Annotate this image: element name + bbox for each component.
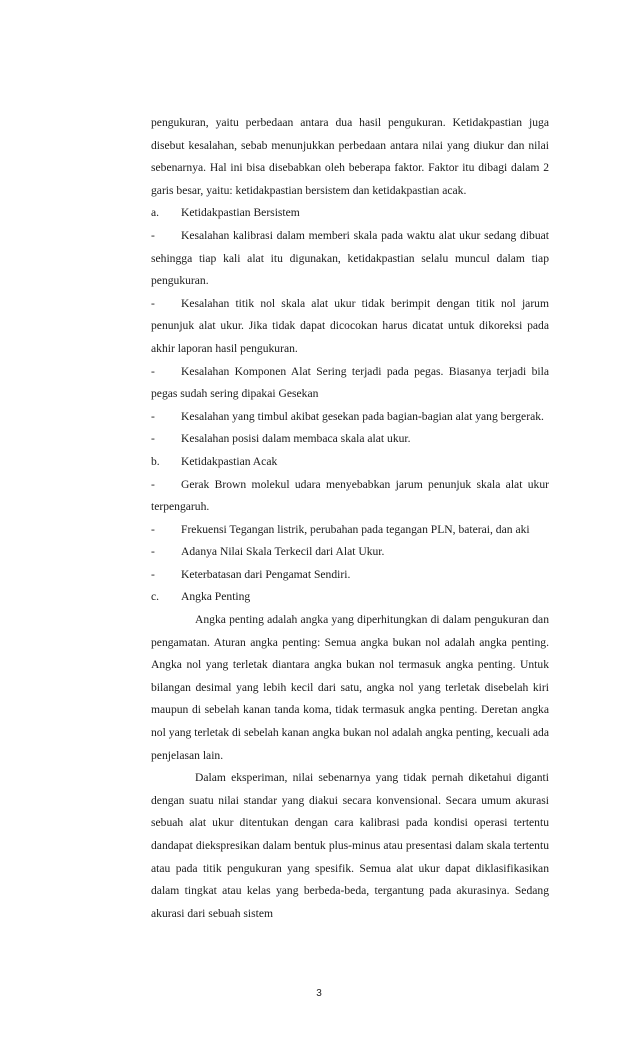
bullet-dash: - — [151, 296, 155, 310]
list-item-text: Keterbatasan dari Pengamat Sendiri. — [181, 567, 351, 581]
section-c-mark: c. — [151, 590, 160, 604]
bullet-dash: - — [151, 228, 155, 242]
bullet-dash: - — [151, 432, 155, 446]
bullet-dash: - — [151, 409, 155, 423]
section-a-mark: a. — [151, 206, 160, 220]
section-c-paragraph-2: Dalam eksperiman, nilai sebenarnya yang tidak pernah diketahui diganti dengan suatu nilai standar yang diakui secara konvensional. Secara umum akurasi sebuah alat ukur ditentukan dengan cara kalibrasi pada kondisi operasi tertentu dandapat diekspresikan dalam bentuk plus-minus atau presentasi dalam skala tertentu atau pada titik pengukuran yang spesifik. Semua alat ukur dapat diklasifikasikan dalam tingkat atau kelas yang berbeda-beda, tergantung pada akurasinya. Sedang akurasi dari sebuah sistem — [151, 771, 549, 920]
section-b-title: Ketidakpastian Acak — [181, 454, 278, 468]
list-item-text: Kesalahan yang timbul akibat gesekan pada bagian-bagian alat yang bergerak. — [181, 409, 544, 423]
bullet-dash: - — [151, 477, 155, 491]
list-item — [151, 428, 549, 451]
list-item — [151, 361, 549, 406]
list-item — [151, 225, 549, 293]
intro-paragraph: pengukuran, yaitu perbedaan antara dua hasil pengukuran. Ketidakpastian juga disebut kesalahan, sebab menunjukkan perbedaan antara nilai yang diukur dan nilai sebenarnya. Hal ini bisa disebabkan oleh beberapa faktor. Faktor itu dibagi dalam 2 garis besar, yaitu: ketidakpastian bersistem dan ketidakpastian acak. — [151, 116, 549, 197]
list-item-text: Gerak Brown molekul udara menyebabkan jarum penunjuk skala alat ukur terpengaruh. — [151, 477, 549, 514]
list-item-text: Kesalahan posisi dalam membaca skala alat ukur. — [181, 432, 411, 446]
bullet-dash: - — [151, 522, 155, 536]
list-item — [151, 564, 549, 587]
list-item-text: Kesalahan titik nol skala alat ukur tidak berimpit dengan titik nol jarum penunjuk alat ukur. Jika tidak dapat dicocokan harus dicatat untuk dikoreksi pada akhir laporan hasil pengukuran. — [151, 296, 549, 355]
list-item — [151, 519, 549, 542]
page-number: 3 — [316, 988, 322, 999]
list-item-text: Kesalahan Komponen Alat Sering terjadi pada pegas. Biasanya terjadi bila pegas sudah sering dipakai Gesekan — [151, 364, 549, 401]
section-a-title: Ketidakpastian Bersistem — [181, 206, 300, 220]
bullet-dash: - — [151, 567, 155, 581]
section-c-paragraph-1: Angka penting adalah angka yang diperhitungkan di dalam pengukuran dan pengamatan. Aturan angka penting: Semua angka bukan nol adalah angka penting. Angka nol yang terletak diantara angka bukan nol termasuk angka penting. Untuk bilangan desimal yang lebih kecil dari satu, angka nol yang terletak disebelah kiri maupun di sebelah kanan tanda koma, tidak termasuk angka penting. Deretan angka nol yang terletak di sebelah kanan angka bukan nol adalah angka penting, kecuali ada penjelasan lain. — [151, 613, 549, 762]
list-item — [151, 474, 549, 519]
list-item-text: Frekuensi Tegangan listrik, perubahan pada tegangan PLN, baterai, dan aki — [181, 522, 530, 536]
section-b-heading — [151, 451, 549, 474]
bullet-dash: - — [151, 364, 155, 378]
list-item-text: Adanya Nilai Skala Terkecil dari Alat Ukur. — [181, 545, 385, 559]
list-item — [151, 293, 549, 361]
list-item-text: Kesalahan kalibrasi dalam memberi skala pada waktu alat ukur sedang dibuat sehingga tiap kali alat itu digunakan, ketidakpastian selalu muncul dalam tiap pengukuran. — [151, 228, 549, 288]
page-body — [151, 112, 549, 925]
list-item — [151, 541, 549, 564]
section-c-title: Angka Penting — [181, 590, 251, 604]
section-b-mark: b. — [151, 454, 160, 468]
section-c-heading — [151, 586, 549, 609]
section-a-heading — [151, 202, 549, 225]
bullet-dash: - — [151, 545, 155, 559]
list-item — [151, 406, 549, 429]
